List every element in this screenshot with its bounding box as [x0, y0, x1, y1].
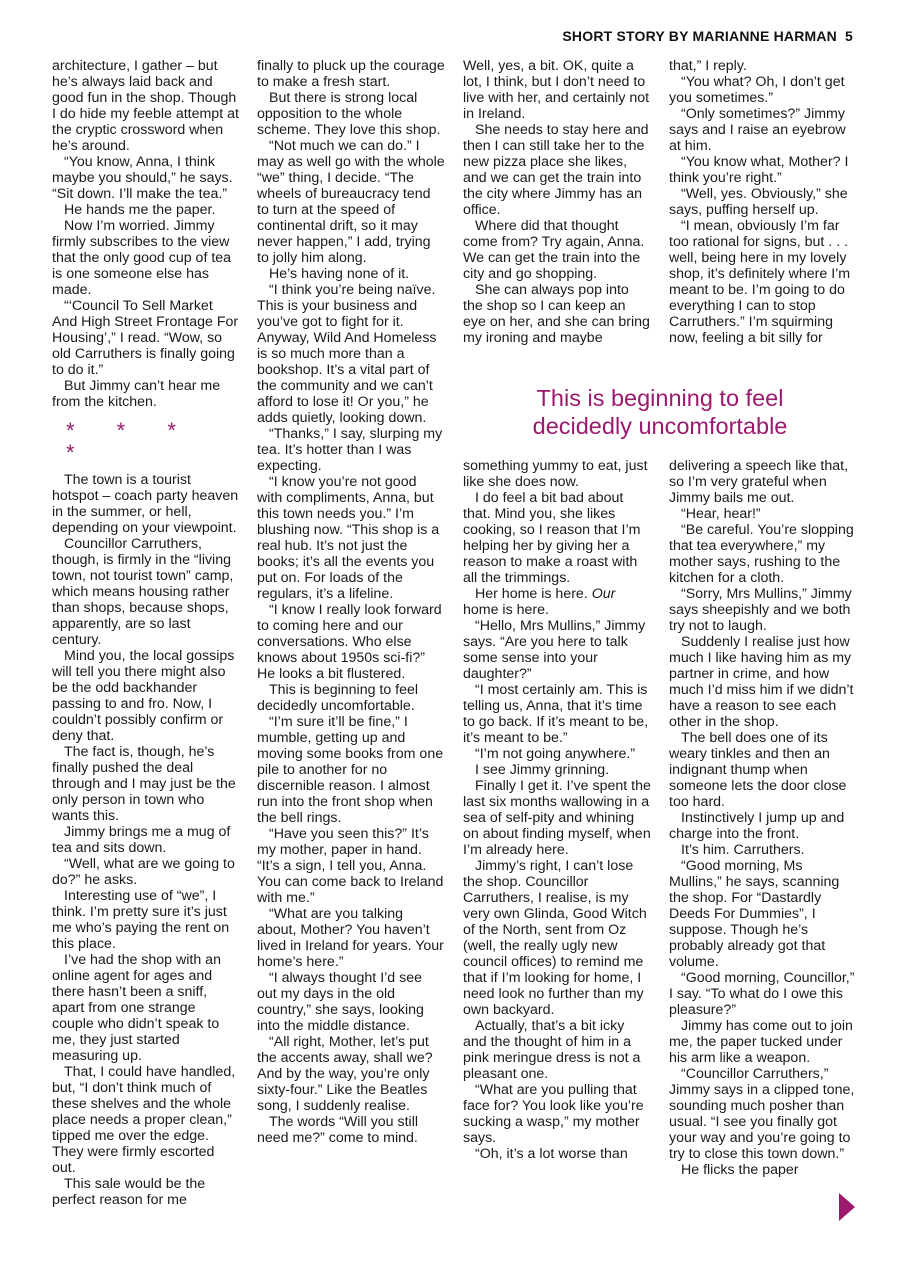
- paragraph: “Hear, hear!”: [681, 506, 761, 522]
- paragraph: But there is strong local opposition to the whole scheme. They love this shop.: [257, 90, 441, 138]
- paragraph: Jimmy’s right, I can’t lose the shop. Councillor Carruthers, I realise, is my very own Glinda, Good Witch of the North, sent from Oz (well, the really ugly new council offices) to remind me that if I’m looking for home, I need look no further than my own backyard.: [463, 858, 647, 1018]
- paragraph: “You what? Oh, I don’t get you sometimes.”: [669, 74, 845, 106]
- paragraph: something yummy to eat, just like she does now.: [463, 458, 648, 490]
- paragraph: “Hello, Mrs Mullins,” Jimmy says. “Are you here to talk some sense into your daughter?”: [463, 618, 646, 682]
- paragraph: “Not much we can do.” I may as well go with the whole “we” thing, I decide. “The wheels of bureaucracy tend to turn at the speed of continental drift, so it may never happen,” I add, trying to jolly him along.: [257, 138, 445, 266]
- paragraph: But Jimmy can’t hear me from the kitchen.: [52, 378, 221, 410]
- pull-quote: [463, 384, 857, 440]
- paragraph: “I know I really look forward to coming here and our conversations. Who else knows about 1950s sci-fi?” He looks a bit flustered.: [257, 602, 442, 682]
- column-4-top: [669, 58, 857, 346]
- paragraph: “You know what, Mother? I think you’re right.”: [669, 154, 849, 186]
- paragraph: that,” I reply.: [669, 58, 747, 74]
- paragraph: [463, 586, 651, 618]
- paragraph: This sale would be the perfect reason for me: [52, 1176, 206, 1208]
- paragraph: Jimmy brings me a mug of tea and sits down.: [52, 824, 231, 856]
- paragraph: This is beginning to feel decidedly uncomfortable.: [257, 682, 419, 714]
- paragraph: Well, yes, a bit. OK, quite a lot, I think, but I don’t need to live with her, and certainly not in Ireland.: [463, 58, 650, 122]
- paragraph: architecture, I gather – but he’s always laid back and good fun in the shop. Though I do hide my feeble attempt at the cryptic crossword when he’s around.: [52, 58, 239, 154]
- column-3-bottom: [463, 458, 651, 1162]
- paragraph: She can always pop into the shop so I can keep an eye on her, and she can bring my ironing and maybe: [463, 282, 650, 346]
- running-title: SHORT STORY BY MARIANNE HARMAN: [562, 28, 837, 44]
- paragraph: Jimmy has come out to join me, the paper tucked under his arm like a weapon.: [669, 1018, 853, 1066]
- paragraph: “Well, what are we going to do?” he asks.: [52, 856, 235, 888]
- emphasis: Our: [591, 586, 616, 602]
- paragraph: “Have you seen this?” It’s my mother, paper in hand. “It’s a sign, I tell you, Anna. You can come back to Ireland with me.”: [257, 826, 444, 906]
- paragraph: “What are you talking about, Mother? You haven’t lived in Ireland for years. Your home’s here.”: [257, 906, 444, 970]
- paragraph: That, I could have handled, but, “I don’t think much of these shelves and the whole place needs a proper clean,” tipped me over the edge. They were firmly escorted out.: [52, 1064, 236, 1176]
- paragraph: “I’m not going anywhere.”: [475, 746, 636, 762]
- paragraph: She needs to stay here and then I can still take her to the new pizza place she likes, and we can get the train into the city where Jimmy has an office.: [463, 122, 649, 218]
- paragraph: I’ve had the shop with an online agent for ages and there hasn’t been a sniff, apart from one strange couple who didn’t speak to me, they just started measuring up.: [52, 952, 221, 1064]
- paragraph: “Well, yes. Obviously,” she says, puffing herself up.: [669, 186, 848, 218]
- paragraph: finally to pluck up the courage to make a fresh start.: [257, 58, 445, 90]
- paragraph: Finally I get it. I’ve spent the last six months wallowing in a sea of self-pity and whining on about finding myself, when I’m already here.: [463, 778, 651, 858]
- paragraph: “What are you pulling that face for? You look like you’re sucking a wasp,” my mother says.: [463, 1082, 644, 1146]
- paragraph: delivering a speech like that, so I’m very grateful when Jimmy bails me out.: [669, 458, 849, 506]
- paragraph: Instinctively I jump up and charge into the front.: [669, 810, 845, 842]
- paragraph: “You know, Anna, I think maybe you should,” he says. “Sit down. I’ll make the tea.”: [52, 154, 233, 202]
- paragraph: Councillor Carruthers, though, is firmly in the “living town, not tourist town” camp, which means housing rather than shops, because shops, apparently, are so last century.: [52, 536, 234, 648]
- paragraph: Now I’m worried. Jimmy firmly subscribes to the view that the only good cup of tea is one someone else has made.: [52, 218, 232, 298]
- paragraph: “All right, Mother, let’s put the accents away, shall we? And by the way, you’re only sixty-four.” Like the Beatles song, I suddenly realise.: [257, 1034, 433, 1114]
- paragraph: The town is a tourist hotspot – coach party heaven in the summer, or hell, depending on your viewpoint.: [52, 472, 239, 536]
- paragraph: He flicks the paper: [681, 1162, 799, 1178]
- paragraph: Actually, that’s a bit icky and the thought of him in a pink meringue dress is not a pleasant one.: [463, 1018, 641, 1082]
- paragraph: “Be careful. You’re slopping that tea everywhere,” my mother says, rushing to the kitchen for a cloth.: [669, 522, 854, 586]
- paragraph: “I’m sure it’ll be fine,” I mumble, getting up and moving some books from one pile to another for no discernible reason. I almost run into the front shop when the bell rings.: [257, 714, 444, 826]
- paragraph: “I always thought I’d see out my days in the old country,” she says, looking into the middle distance.: [257, 970, 424, 1034]
- paragraph: “Thanks,” I say, slurping my tea. It’s hotter than I was expecting.: [257, 426, 443, 474]
- paragraph: “Good morning, Ms Mullins,” he says, scanning the shop. For “Dastardly Deeds For Dummies”, I suppose. Though he’s probably already got that volume.: [669, 858, 840, 970]
- paragraph: “I think you’re being naïve. This is your business and you’ve got to fight for it. Anyway, Wild And Homeless is so much more than a bookshop. It’s a vital part of the community and we can’t afford to lose it! Or you,” he adds quietly, looking down.: [257, 282, 437, 426]
- page-header: [562, 28, 853, 44]
- paragraph: “Councillor Carruthers,” Jimmy says in a clipped tone, sounding much posher than usual. “I see you finally got your way and you’re going to try to close this town down.”: [669, 1066, 855, 1162]
- paragraph: “‘Council To Sell Market And High Street Frontage For Housing’,” I read. “Wow, so old Carruthers is finally going to do it.”: [52, 298, 239, 378]
- column-3-top: [463, 58, 651, 346]
- text-run: home is here.: [463, 602, 549, 618]
- paragraph: “I mean, obviously I’m far too rational for signs, but . . . well, being here in my lovely shop, it’s definitely where I’m meant to be. I’m going to do everything I can to stop Carruthers.” I’m squirming now, feeling a bit silly for: [669, 218, 851, 346]
- paragraph: The bell does one of its weary tinkles and then an indignant thump when someone lets the door close too hard.: [669, 730, 847, 810]
- paragraph: He hands me the paper.: [64, 202, 216, 218]
- section-break-stars: * * * *: [66, 418, 194, 465]
- paragraph: It’s him. Carruthers.: [681, 842, 805, 858]
- paragraph: “Only sometimes?” Jimmy says and I raise an eyebrow at him.: [669, 106, 846, 154]
- text-run: Her home is here.: [475, 586, 592, 602]
- paragraph: “Good morning, Councillor,” I say. “To what do I owe this pleasure?”: [669, 970, 855, 1018]
- column-2: [257, 58, 445, 1146]
- page-number: 5: [845, 28, 853, 44]
- paragraph: “I most certainly am. This is telling us, Anna, that it’s time to go back. If it’s meant to be, it’s meant to be.”: [463, 682, 649, 746]
- paragraph: Mind you, the local gossips will tell you there might also be the odd backhander passing to and fro. Now, I couldn’t possibly confirm or deny that.: [52, 648, 235, 744]
- paragraph: The fact is, though, he’s finally pushed the deal through and I may just be the only person in town who wants this.: [52, 744, 236, 824]
- paragraph: Suddenly I realise just how much I like having him as my partner in crime, and how much I’d miss him if we didn’t have a reason to see each other in the shop.: [669, 634, 854, 730]
- paragraph: Interesting use of “we”, I think. I’m pretty sure it’s just me who’s paying the rent on this place.: [52, 888, 230, 952]
- paragraph: “Sorry, Mrs Mullins,” Jimmy says sheepishly and we both try not to laugh.: [669, 586, 852, 634]
- pull-quote-line: decidedly uncomfortable: [532, 413, 788, 439]
- paragraph: “Oh, it’s a lot worse than: [475, 1146, 628, 1162]
- triangle-right-icon: [839, 1193, 855, 1221]
- paragraph: The words “Will you still need me?” come to mind.: [257, 1114, 418, 1146]
- paragraph: He’s having none of it.: [269, 266, 410, 282]
- pull-quote-line: This is beginning to feel: [536, 385, 784, 411]
- paragraph: I do feel a bit bad about that. Mind you, she likes cooking, so I reason that I’m helping her by giving her a reason to make a roast with all the trimmings.: [463, 490, 641, 586]
- paragraph: I see Jimmy grinning.: [475, 762, 610, 778]
- paragraph: “I know you’re not good with compliments, Anna, but this town needs you.” I’m blushing now. “This shop is a real hub. It’s not just the books; it’s all the events you put on. For loads of the regulars, it’s a lifeline.: [257, 474, 440, 602]
- column-4-bottom: [669, 458, 857, 1178]
- column-1: [52, 58, 240, 1208]
- paragraph: Where did that thought come from? Try again, Anna. We can get the train into the city and go shopping.: [463, 218, 645, 282]
